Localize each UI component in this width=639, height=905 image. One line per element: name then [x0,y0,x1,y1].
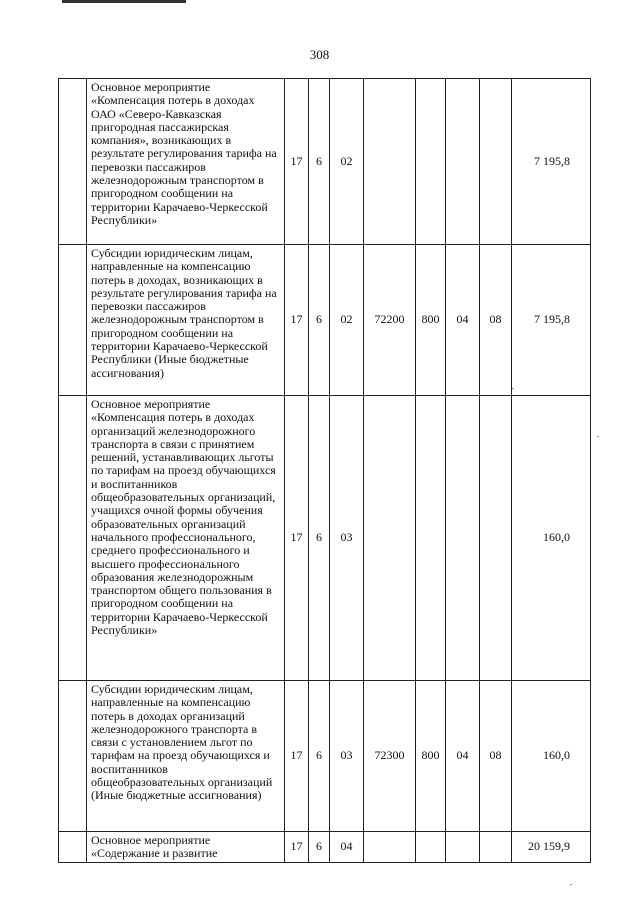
code-cell: 02 [330,245,364,396]
table-row [59,79,591,245]
amount-cell: 7 195,8 [512,245,591,396]
code-cell [364,79,416,245]
code-cell: 800 [416,245,446,396]
code-cell: 04 [446,681,480,832]
table-row [59,832,591,863]
table-row [59,681,591,832]
code-cell [446,396,480,681]
amount-cell: 160,0 [512,681,591,832]
code-cell: 800 [416,681,446,832]
code-cell: 72200 [364,245,416,396]
code-cell: 6 [309,79,330,245]
scan-speck [512,388,514,389]
code-cell [480,79,512,245]
code-cell [446,832,480,863]
amount-cell: 160,0 [512,396,591,681]
code-cell: 6 [309,681,330,832]
description-cell: Основное мероприятие «Компенсация потерь в доходах ОАО «Северо-Кавказская пригородная пассажирская компания», возникающих в результате регулирования тарифа на перевозки пассажиров железнодорожным транспортом в пригородном сообщении на территории Карачаево-Черкесской Республики» [87,79,285,245]
code-cell: 17 [285,79,309,245]
code-cell: 6 [309,396,330,681]
code-cell: 6 [309,245,330,396]
description-cell: Основное мероприятие «Содержание и развитие [87,832,285,863]
row-number-cell [59,79,87,245]
code-cell: 04 [330,832,364,863]
code-cell: 02 [330,79,364,245]
code-cell: 17 [285,832,309,863]
row-number-cell [59,245,87,396]
code-cell: 6 [309,832,330,863]
row-number-cell [59,681,87,832]
code-cell [416,396,446,681]
table-row [59,396,591,681]
description-cell: Субсидии юридическим лицам, направленные на компенсацию потерь в доходах организаций железнодорожного транспорта в связи с установлением льгот по тарифам на проезд обучающихся и воспитанников общеобразовательных организаций (Иные бюджетные ассигнования) [87,681,285,832]
top-rule [62,0,186,3]
code-cell: 17 [285,681,309,832]
description-cell: Основное мероприятие «Компенсация потерь в доходах организаций железнодорожного транспорта в связи с принятием решений, устанавливающих льготы по тарифам на проезд обучающихся и воспитанников общеобразовательных организаций, учащихся очной формы обучения образовательных организаций начального профессионального, среднего профессионального и высшего профессионального образования железнодорожным транспортом общего пользования в пригородном сообщении на территории Карачаево-Черкесской Республики» [87,396,285,681]
code-cell: 17 [285,396,309,681]
code-cell [416,832,446,863]
budget-table [58,78,591,863]
code-cell: 04 [446,245,480,396]
table-row [59,245,591,396]
code-cell [364,832,416,863]
code-cell [364,396,416,681]
scan-speck [570,884,572,885]
amount-cell: 20 159,9 [512,832,591,863]
code-cell [446,79,480,245]
row-number-cell [59,832,87,863]
code-cell [480,832,512,863]
code-cell: 08 [480,681,512,832]
code-cell: 08 [480,245,512,396]
code-cell: 03 [330,396,364,681]
page-number: 308 [309,47,330,62]
code-cell: 72300 [364,681,416,832]
scan-speck [597,436,599,437]
code-cell: 03 [330,681,364,832]
row-number-cell [59,396,87,681]
code-cell [480,396,512,681]
description-cell: Субсидии юридическим лицам, направленные на компенсацию потерь в доходах, возникающих в результате регулирования тарифа на перевозки пассажиров железнодорожным транспортом в пригородном сообщении на территории Карачаево-Черкесской Республики (Иные бюджетные ассигнования) [87,245,285,396]
code-cell [416,79,446,245]
code-cell: 17 [285,245,309,396]
amount-cell: 7 195,8 [512,79,591,245]
